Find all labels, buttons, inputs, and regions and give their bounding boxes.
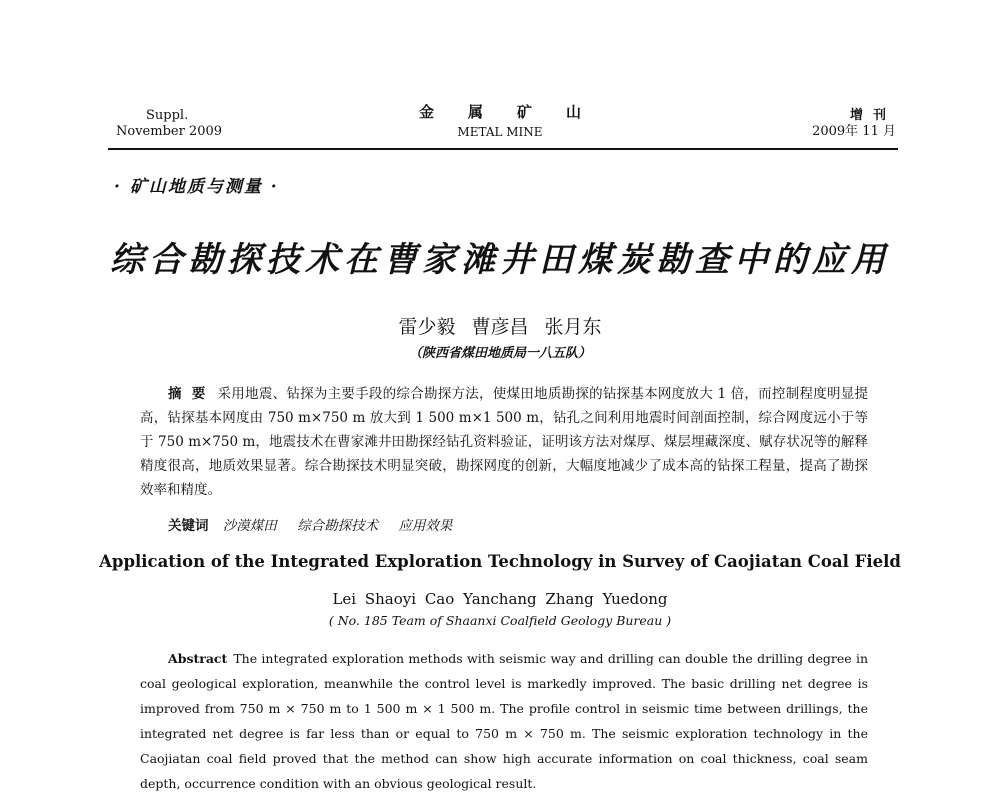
journal-name-cn: 金属矿山 — [418, 103, 615, 121]
journal-issue-info-cn — [812, 108, 896, 140]
issue-date-en: November 2009 — [116, 124, 223, 139]
supplement-label: Suppl. — [146, 108, 189, 123]
journal-name-en: METAL MINE — [457, 125, 543, 139]
abstract-cn-label: 摘要 — [168, 386, 216, 402]
keywords-cn — [168, 514, 468, 534]
header-rule — [108, 148, 898, 150]
issue-date-cn: 2009年 11 月 — [812, 124, 896, 139]
keyword: 应用效果 — [398, 518, 453, 534]
affiliation-cn: （陕西省煤田地质局一八五队） — [408, 346, 591, 361]
supplement-label-cn: 增刊 — [849, 108, 896, 123]
affiliation-en: ( No. 185 Team of Shaanxi Coalfield Geology Bureau ) — [328, 613, 672, 628]
keyword: 综合勘探技术 — [297, 518, 379, 534]
paper-title-cn: 综合勘探技术在曹家滩井田煤炭勘查中的应用 — [110, 240, 890, 280]
keywords-cn-label: 关键词 — [168, 518, 209, 534]
abstract-cn — [140, 382, 868, 502]
authors-cn: 雷少毅 曹彦昌 张月东 — [398, 316, 602, 338]
abstract-cn-text: 采用地震、钻探为主要手段的综合勘探方法，使煤田地质勘探的钻探基本网度放大 1 倍，而控制程度明显提高，钻探基本网度由 750 m×750 m 放大到 1 500 m×1 500 m，钻孔之间利用地震时间剖面控制，综合网度远小于等于 750 m×750 m，地震技术在曹家滩井田勘探经钻孔资料验证，证明该方法对煤厚、煤层埋藏深度、赋存状况等的解释精度很高，地质效果显著。综合勘探技术明显突破，勘探网度的创新，大幅度地减少了成本高的钻探工程量，提高了勘探效率和精度。 — [140, 386, 869, 498]
section-heading: · 矿山地质与测量 · — [114, 177, 279, 197]
abstract-en — [140, 646, 868, 796]
abstract-en-label: Abstract — [168, 651, 228, 666]
keyword: 沙漠煤田 — [222, 518, 277, 534]
paper-title-en: Application of the Integrated Exploration Technology in Survey of Caojiatan Coal Field — [99, 552, 901, 571]
authors-en: Lei Shaoyi Cao Yanchang Zhang Yuedong — [332, 590, 668, 608]
abstract-en-text: The integrated exploration methods with seismic way and drilling can double the drilling degree in coal geological exploration, meanwhile the control level is markedly improved. The basic drilling net degree is improved from 750 m × 750 m to 1 500 m × 1 500 m. The profile control in seismic time between drillings, the integrated net degree is far less than or equal to 750 m × 750 m. The seismic exploration technology in the Caojiatan coal field proved that the method can show high accurate information on coal thickness, coal seam depth, occurrence condition with an obvious geological result. — [140, 651, 868, 791]
